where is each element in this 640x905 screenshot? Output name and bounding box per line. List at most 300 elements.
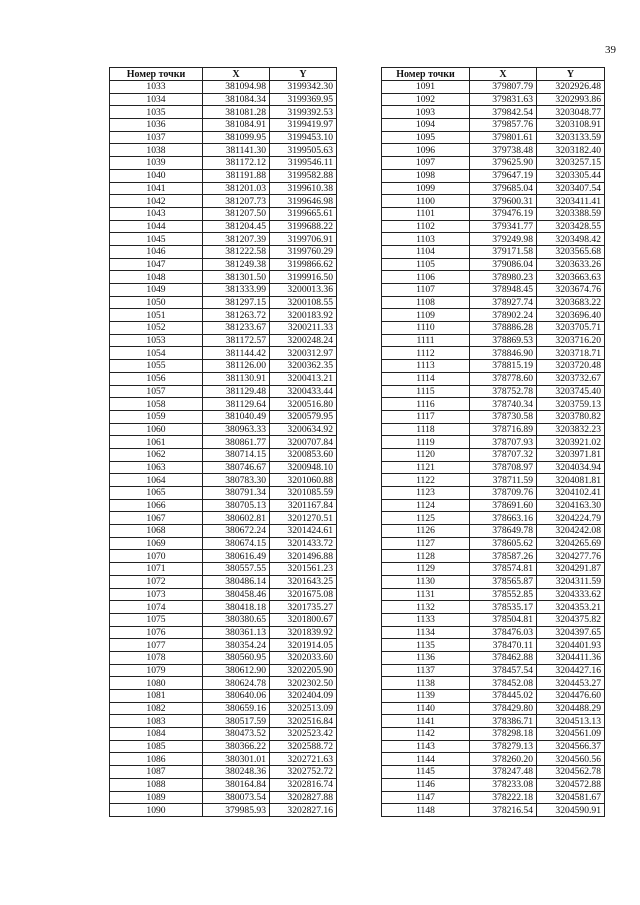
table-row [382,588,605,601]
cell-x: 380714.15 [203,448,270,461]
table-row [110,537,337,550]
table-row [382,157,605,170]
cell-point-number: 1075 [110,613,203,626]
cell-point-number: 1040 [110,169,203,182]
table-row [382,651,605,664]
cell-point-number: 1053 [110,334,203,347]
cell-x: 378709.76 [470,487,537,500]
cell-x: 378927.74 [470,296,537,309]
table-row [110,575,337,588]
cell-y: 3200853.60 [270,448,337,461]
cell-x: 381207.50 [203,207,270,220]
table-row [382,537,605,550]
cell-x: 379831.63 [470,93,537,106]
table-row [382,715,605,728]
table-row [110,753,337,766]
table-row [382,436,605,449]
cell-x: 378429.80 [470,702,537,715]
table-row [382,512,605,525]
cell-point-number: 1111 [382,334,470,347]
cell-y: 3199665.61 [270,207,337,220]
cell-point-number: 1047 [110,258,203,271]
cell-x: 378574.81 [470,563,537,576]
cell-x: 378980.23 [470,271,537,284]
table-row [110,131,337,144]
cell-x: 381191.88 [203,169,270,182]
cell-point-number: 1112 [382,347,470,360]
table-row [382,804,605,817]
table-row [110,157,337,170]
cell-point-number: 1052 [110,322,203,335]
cell-y: 3201914.05 [270,639,337,652]
cell-y: 3203971.81 [537,448,605,461]
cell-x: 378707.32 [470,448,537,461]
cell-y: 3202516.84 [270,715,337,728]
cell-point-number: 1113 [382,360,470,373]
table-row [382,728,605,741]
cell-point-number: 1064 [110,474,203,487]
cell-x: 381129.48 [203,385,270,398]
cell-point-number: 1058 [110,398,203,411]
cell-point-number: 1119 [382,436,470,449]
cell-x: 380746.67 [203,461,270,474]
cell-point-number: 1056 [110,372,203,385]
table-row [382,258,605,271]
cell-y: 3200579.95 [270,410,337,423]
cell-point-number: 1034 [110,93,203,106]
cell-point-number: 1080 [110,677,203,690]
cell-y: 3204427.16 [537,664,605,677]
cell-point-number: 1137 [382,664,470,677]
cell-x: 378846.90 [470,347,537,360]
table-row [382,740,605,753]
table-header-row [382,68,605,81]
cell-x: 378948.45 [470,284,537,297]
cell-point-number: 1100 [382,195,470,208]
cell-point-number: 1085 [110,740,203,753]
cell-x: 381263.72 [203,309,270,322]
cell-y: 3199342.30 [270,81,337,94]
cell-x: 379341.77 [470,220,537,233]
cell-point-number: 1077 [110,639,203,652]
cell-point-number: 1136 [382,651,470,664]
cell-y: 3200634.92 [270,423,337,436]
cell-point-number: 1071 [110,563,203,576]
table-row [382,461,605,474]
table-row [110,93,337,106]
table-row [382,296,605,309]
cell-point-number: 1128 [382,550,470,563]
cell-x: 380473.52 [203,728,270,741]
cell-point-number: 1118 [382,423,470,436]
cell-y: 3203780.82 [537,410,605,423]
cell-x: 378869.53 [470,334,537,347]
table-row [382,169,605,182]
table-row [382,664,605,677]
cell-point-number: 1130 [382,575,470,588]
cell-point-number: 1117 [382,410,470,423]
cell-point-number: 1084 [110,728,203,741]
cell-y: 3204561.09 [537,728,605,741]
table-row [382,322,605,335]
cell-point-number: 1142 [382,728,470,741]
cell-y: 3203108.91 [537,119,605,132]
cell-y: 3202993.86 [537,93,605,106]
cell-y: 3203305.44 [537,169,605,182]
cell-point-number: 1105 [382,258,470,271]
cell-y: 3204397.65 [537,626,605,639]
cell-y: 3199369.95 [270,93,337,106]
cell-y: 3200183.92 [270,309,337,322]
cell-y: 3202205.90 [270,664,337,677]
cell-y: 3204242.08 [537,525,605,538]
table-row [110,334,337,347]
coordinates-table-right [381,67,605,817]
cell-y: 3203407.54 [537,182,605,195]
table-header-row [110,68,337,81]
cell-x: 378711.59 [470,474,537,487]
cell-x: 380301.01 [203,753,270,766]
table-row [110,487,337,500]
cell-x: 379801.61 [470,131,537,144]
cell-y: 3203696.40 [537,309,605,322]
cell-y: 3199916.50 [270,271,337,284]
table-row [382,182,605,195]
cell-y: 3201675.08 [270,588,337,601]
cell-x: 378708.97 [470,461,537,474]
cell-y: 3204562.78 [537,766,605,779]
coordinates-table-left [109,67,337,817]
cell-x: 378552.85 [470,588,537,601]
cell-x: 379249.98 [470,233,537,246]
cell-point-number: 1033 [110,81,203,94]
table-row [110,169,337,182]
cell-x: 380560.95 [203,651,270,664]
cell-point-number: 1039 [110,157,203,170]
cell-x: 380418.18 [203,601,270,614]
cell-x: 378476.03 [470,626,537,639]
cell-x: 380674.15 [203,537,270,550]
cell-x: 380517.59 [203,715,270,728]
cell-y: 3201800.67 [270,613,337,626]
cell-y: 3202513.09 [270,702,337,715]
cell-x: 380248.36 [203,766,270,779]
table-row [110,740,337,753]
cell-y: 3201735.27 [270,601,337,614]
cell-y: 3200413.21 [270,372,337,385]
cell-point-number: 1109 [382,309,470,322]
cell-x: 379600.31 [470,195,537,208]
cell-x: 381129.64 [203,398,270,411]
table-row [110,728,337,741]
cell-y: 3203257.15 [537,157,605,170]
cell-x: 381301.50 [203,271,270,284]
cell-x: 380624.78 [203,677,270,690]
cell-y: 3204572.88 [537,778,605,791]
table-row [382,677,605,690]
table-row [382,766,605,779]
cell-point-number: 1057 [110,385,203,398]
cell-x: 378730.58 [470,410,537,423]
table-row [110,220,337,233]
cell-y: 3199760.29 [270,245,337,258]
cell-x: 378649.78 [470,525,537,538]
cell-y: 3200707.84 [270,436,337,449]
cell-y: 3203921.02 [537,436,605,449]
table-row [382,613,605,626]
cell-y: 3203832.23 [537,423,605,436]
cell-point-number: 1035 [110,106,203,119]
table-row [110,512,337,525]
table-row [382,93,605,106]
cell-y: 3204411.36 [537,651,605,664]
cell-point-number: 1138 [382,677,470,690]
table-row [110,372,337,385]
header-y: Y [537,68,605,81]
cell-point-number: 1122 [382,474,470,487]
cell-point-number: 1135 [382,639,470,652]
cell-point-number: 1051 [110,309,203,322]
table-row [382,550,605,563]
cell-point-number: 1124 [382,499,470,512]
cell-point-number: 1097 [382,157,470,170]
cell-y: 3202827.88 [270,791,337,804]
cell-x: 379985.93 [203,804,270,817]
cell-point-number: 1147 [382,791,470,804]
cell-point-number: 1096 [382,144,470,157]
table-row [110,410,337,423]
cell-point-number: 1046 [110,245,203,258]
cell-x: 378247.48 [470,766,537,779]
cell-y: 3199610.38 [270,182,337,195]
cell-y: 3201839.92 [270,626,337,639]
cell-x: 380366.22 [203,740,270,753]
cell-x: 378298.18 [470,728,537,741]
table-row [110,296,337,309]
cell-x: 381094.98 [203,81,270,94]
cell-x: 381233.67 [203,322,270,335]
cell-x: 378470.11 [470,639,537,652]
cell-point-number: 1050 [110,296,203,309]
cell-y: 3204265.69 [537,537,605,550]
table-row [110,626,337,639]
cell-x: 378605.62 [470,537,537,550]
table-row [110,474,337,487]
table-row [382,106,605,119]
cell-x: 381130.91 [203,372,270,385]
cell-x: 381333.99 [203,284,270,297]
cell-point-number: 1069 [110,537,203,550]
cell-point-number: 1060 [110,423,203,436]
table-row [110,639,337,652]
cell-x: 379685.04 [470,182,537,195]
cell-x: 378504.81 [470,613,537,626]
cell-x: 380861.77 [203,436,270,449]
cell-x: 381222.58 [203,245,270,258]
cell-y: 3200433.44 [270,385,337,398]
table-row [382,702,605,715]
cell-point-number: 1094 [382,119,470,132]
table-row [382,525,605,538]
cell-x: 378587.26 [470,550,537,563]
table-row [382,385,605,398]
cell-point-number: 1106 [382,271,470,284]
cell-x: 379625.90 [470,157,537,170]
cell-point-number: 1074 [110,601,203,614]
header-x: X [203,68,270,81]
table-row [110,309,337,322]
cell-x: 378740.34 [470,398,537,411]
cell-y: 3204513.13 [537,715,605,728]
table-row [382,360,605,373]
table-row [382,753,605,766]
table-row [110,778,337,791]
cell-x: 380791.34 [203,487,270,500]
cell-point-number: 1102 [382,220,470,233]
cell-point-number: 1121 [382,461,470,474]
cell-y: 3202404.09 [270,690,337,703]
cell-point-number: 1037 [110,131,203,144]
cell-point-number: 1114 [382,372,470,385]
cell-point-number: 1081 [110,690,203,703]
cell-x: 378707.93 [470,436,537,449]
cell-x: 380602.81 [203,512,270,525]
cell-point-number: 1061 [110,436,203,449]
cell-x: 380486.14 [203,575,270,588]
cell-x: 380672.24 [203,525,270,538]
table-row [382,778,605,791]
cell-point-number: 1099 [382,182,470,195]
table-row [382,410,605,423]
cell-y: 3203683.22 [537,296,605,309]
cell-y: 3204333.62 [537,588,605,601]
cell-y: 3200948.10 [270,461,337,474]
cell-x: 378233.08 [470,778,537,791]
cell-y: 3204102.41 [537,487,605,500]
cell-y: 3204488.29 [537,702,605,715]
cell-x: 379476.19 [470,207,537,220]
table-row [110,207,337,220]
cell-y: 3203388.59 [537,207,605,220]
table-row [110,550,337,563]
cell-point-number: 1036 [110,119,203,132]
cell-point-number: 1055 [110,360,203,373]
table-row [110,245,337,258]
cell-point-number: 1076 [110,626,203,639]
cell-point-number: 1120 [382,448,470,461]
table-row [382,271,605,284]
cell-y: 3200013.36 [270,284,337,297]
cell-y: 3203745.40 [537,385,605,398]
cell-point-number: 1086 [110,753,203,766]
cell-point-number: 1108 [382,296,470,309]
cell-point-number: 1098 [382,169,470,182]
cell-point-number: 1054 [110,347,203,360]
cell-y: 3203133.59 [537,131,605,144]
cell-x: 378902.24 [470,309,537,322]
cell-x: 381249.38 [203,258,270,271]
table-row [382,144,605,157]
cell-y: 3202816.74 [270,778,337,791]
cell-point-number: 1145 [382,766,470,779]
cell-point-number: 1116 [382,398,470,411]
cell-y: 3201167.84 [270,499,337,512]
cell-y: 3199688.22 [270,220,337,233]
cell-y: 3200516.80 [270,398,337,411]
table-row [110,690,337,703]
cell-point-number: 1087 [110,766,203,779]
cell-y: 3204453.27 [537,677,605,690]
cell-y: 3199419.97 [270,119,337,132]
cell-y: 3203498.42 [537,233,605,246]
cell-x: 378222.18 [470,791,537,804]
cell-point-number: 1143 [382,740,470,753]
table-row [110,258,337,271]
cell-y: 3203720.48 [537,360,605,373]
cell-x: 379738.48 [470,144,537,157]
page-number: 39 [605,44,616,56]
cell-x: 378691.60 [470,499,537,512]
cell-point-number: 1095 [382,131,470,144]
table-row [110,195,337,208]
cell-y: 3203718.71 [537,347,605,360]
cell-y: 3204560.56 [537,753,605,766]
cell-y: 3199646.98 [270,195,337,208]
table-row [382,601,605,614]
table-row [382,487,605,500]
cell-x: 378260.20 [470,753,537,766]
cell-y: 3199392.53 [270,106,337,119]
cell-y: 3204353.21 [537,601,605,614]
cell-x: 378752.78 [470,385,537,398]
table-row [382,791,605,804]
cell-y: 3201561.23 [270,563,337,576]
cell-y: 3199866.62 [270,258,337,271]
cell-y: 3203674.76 [537,284,605,297]
table-row [110,651,337,664]
cell-x: 378445.02 [470,690,537,703]
cell-y: 3203633.26 [537,258,605,271]
cell-point-number: 1131 [382,588,470,601]
cell-point-number: 1073 [110,588,203,601]
cell-x: 381297.15 [203,296,270,309]
cell-point-number: 1115 [382,385,470,398]
cell-y: 3204291.87 [537,563,605,576]
table-row [110,563,337,576]
cell-y: 3201270.51 [270,512,337,525]
cell-point-number: 1133 [382,613,470,626]
cell-y: 3204224.79 [537,512,605,525]
cell-point-number: 1110 [382,322,470,335]
cell-x: 378535.17 [470,601,537,614]
cell-point-number: 1139 [382,690,470,703]
cell-y: 3201433.72 [270,537,337,550]
cell-y: 3202588.72 [270,740,337,753]
cell-y: 3200248.24 [270,334,337,347]
table-row [110,385,337,398]
cell-point-number: 1066 [110,499,203,512]
table-row [382,284,605,297]
cell-x: 380783.30 [203,474,270,487]
cell-x: 380361.13 [203,626,270,639]
cell-x: 378716.89 [470,423,537,436]
cell-y: 3204401.93 [537,639,605,652]
cell-point-number: 1067 [110,512,203,525]
cell-point-number: 1140 [382,702,470,715]
header-x: X [470,68,537,81]
table-row [110,715,337,728]
cell-point-number: 1044 [110,220,203,233]
